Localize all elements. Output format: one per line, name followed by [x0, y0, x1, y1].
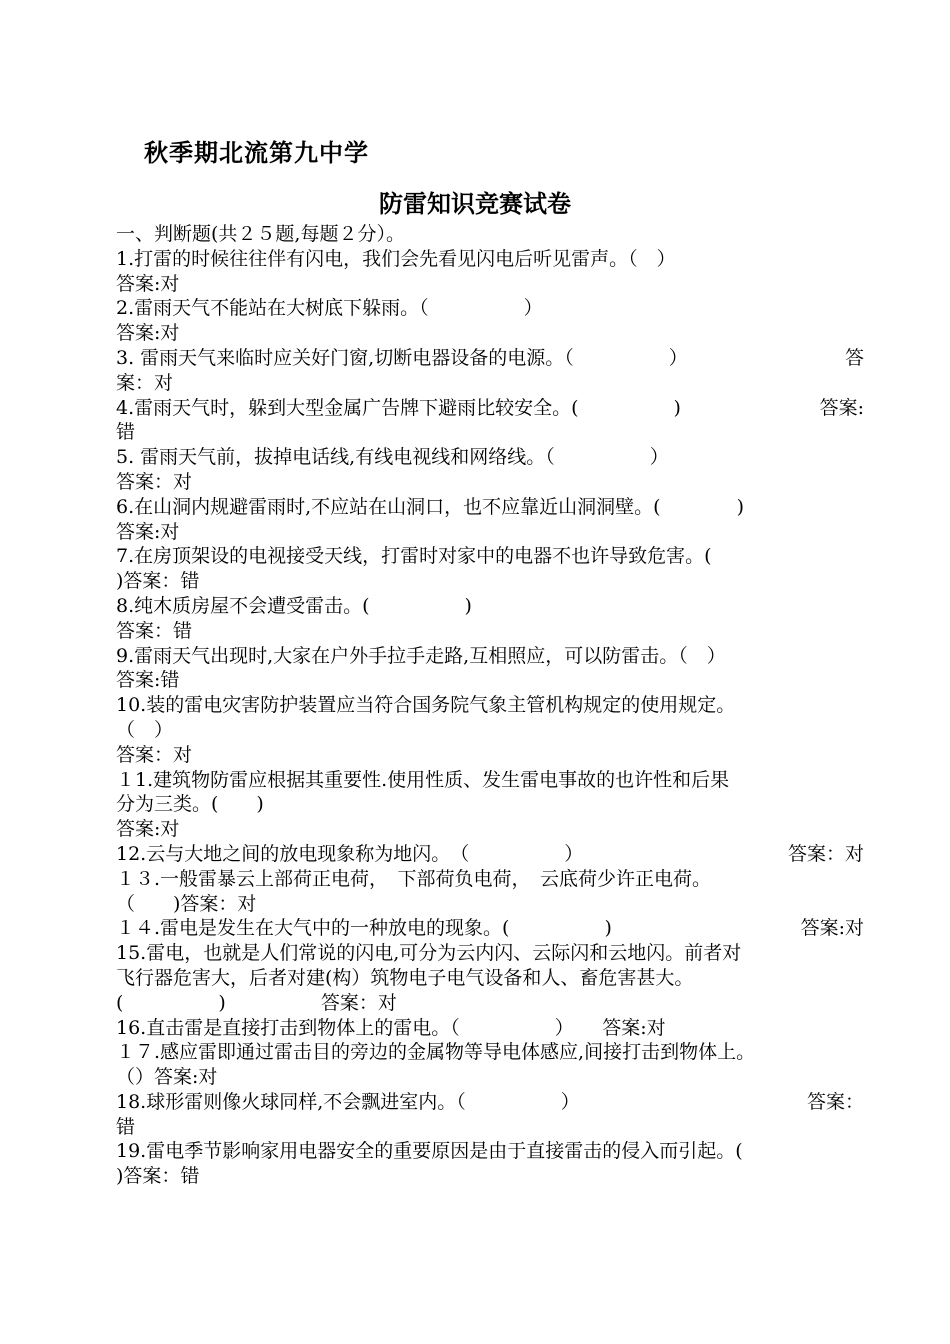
line-text: １1.建筑物防雷应根据其重要性.使用性质、发生雷电事故的也许性和后果 — [116, 768, 730, 791]
question-line — [116, 743, 864, 768]
question-line — [116, 569, 864, 594]
question-list — [116, 222, 864, 1189]
line-text: 3. 雷雨天气来临时应关好门窗,切断电器设备的电源。（ ） — [116, 346, 688, 369]
question-line — [116, 544, 864, 569]
line-text: 答案:对 — [116, 520, 180, 543]
question-line — [116, 445, 864, 470]
question-line — [116, 619, 864, 644]
line-text: 答案:对 — [116, 322, 180, 345]
line-text: 案：对 — [116, 371, 174, 394]
line-text: ( ) 答案：对 — [116, 991, 397, 1014]
question-line — [116, 247, 864, 272]
question-line — [116, 916, 864, 941]
question-line — [116, 296, 864, 321]
line-text: 9.雷雨天气出现时,大家在户外手拉手走路,互相照应，可以防雷击。（ ） — [116, 644, 726, 667]
question-line — [116, 892, 864, 917]
question-line — [116, 867, 864, 892]
answer-text: 答案: — [819, 396, 864, 419]
line-text: )答案：错 — [116, 1165, 200, 1188]
question-line — [116, 346, 864, 371]
answer-text: 答案： — [806, 1090, 864, 1113]
answer-text: 答案：对 — [787, 842, 864, 865]
line-text: 2.雷雨天气不能站在大树底下躲雨。（ ） — [116, 297, 543, 320]
line-text: 16.直击雷是直接打击到物体上的雷电。（ ） 答案:对 — [116, 1016, 666, 1039]
question-line — [116, 693, 864, 718]
question-line — [116, 495, 864, 520]
question-line — [116, 792, 864, 817]
question-line — [116, 321, 864, 346]
question-line — [116, 420, 864, 445]
answer-text: 答案:对 — [800, 917, 864, 940]
question-line — [116, 768, 864, 793]
line-text: 6.在山洞内规避雷雨时,不应站在山洞口，也不应靠近山洞洞壁。( ) — [116, 495, 744, 518]
question-line — [116, 396, 864, 421]
line-text: 答案：对 — [116, 470, 193, 493]
question-line — [116, 668, 864, 693]
section-heading: 一、判断题(共２５题,每题２分）。 — [116, 223, 405, 245]
line-text: 15.雷电，也就是人们常说的闪电,可分为云内闪、云际闪和云地闪。前者对 — [116, 942, 742, 965]
line-text: （）答案:对 — [116, 1066, 218, 1089]
question-line — [116, 644, 864, 669]
line-text: １３.一般雷暴云上部荷正电荷， 下部荷负电荷， 云底荷少许正电荷。 — [116, 867, 712, 890]
question-line — [116, 817, 864, 842]
line-text: 7.在房顶架设的电视接受天线，打雷时对家中的电器不也许导致危害。( — [116, 545, 712, 568]
question-line — [116, 594, 864, 619]
question-line — [116, 941, 864, 966]
question-line — [116, 842, 864, 867]
question-line — [116, 1115, 864, 1140]
line-text: 5. 雷雨天气前，拔掉电话线,有线电视线和网络线。（ ） — [116, 446, 669, 469]
line-text: 1.打雷的时候往往伴有闪电，我们会先看见闪电后听见雷声。（ ） — [116, 247, 676, 270]
line-text: 答案:对 — [116, 818, 180, 841]
line-text: )答案：错 — [116, 570, 200, 593]
question-line — [116, 371, 864, 396]
school-name: 秋季期北流第九中学 — [144, 139, 369, 167]
question-line — [116, 1065, 864, 1090]
line-text: 18.球形雷则像火球同样,不会飘进室内。（ ） — [116, 1090, 580, 1113]
question-line — [116, 1139, 864, 1164]
line-text: １４.雷电是发生在大气中的一种放电的现象。( ) — [116, 917, 612, 940]
line-text: 错 — [116, 1115, 136, 1138]
answer-text: 答 — [844, 346, 864, 369]
line-text: （ ） — [116, 718, 174, 741]
question-line — [116, 520, 864, 545]
line-text: 8.纯木质房屋不会遭受雷击。( ) — [116, 594, 472, 617]
line-text: 分为三类。( ) — [116, 793, 264, 816]
question-line — [116, 1090, 864, 1115]
exam-title: 防雷知识竞赛试卷 — [379, 190, 571, 218]
line-text: （ )答案：对 — [116, 892, 257, 915]
question-line — [116, 966, 864, 991]
question-line — [116, 470, 864, 495]
line-text: 答案：错 — [116, 619, 193, 642]
question-line — [116, 1016, 864, 1041]
line-text: 错 — [116, 421, 136, 444]
line-text: 飞行器危害大，后者对建(构）筑物电子电气设备和人、畜危害甚大。 — [116, 966, 694, 989]
question-line — [116, 1040, 864, 1065]
line-text: 12.云与大地之间的放电现象称为地闪。 （ ） — [116, 842, 584, 865]
line-text: 10.装的雷电灾害防护装置应当符合国务院气象主管机构规定的使用规定。 — [116, 694, 736, 717]
question-line — [116, 272, 864, 297]
line-text: 答案:错 — [116, 669, 180, 692]
line-text: 4.雷雨天气时，躲到大型金属广告牌下避雨比较安全。( ) — [116, 396, 681, 419]
line-text: １７.感应雷即通过雷击目的旁边的金属物等导电体感应,间接打击到物体上。 — [116, 1041, 756, 1064]
line-text: 19.雷电季节影响家用电器安全的重要原因是由于直接雷击的侵入而引起。( — [116, 1140, 743, 1163]
question-line — [116, 718, 864, 743]
line-text: 答案:对 — [116, 272, 180, 295]
line-text: 答案：对 — [116, 743, 193, 766]
question-line — [116, 991, 864, 1016]
question-line — [116, 1164, 864, 1189]
